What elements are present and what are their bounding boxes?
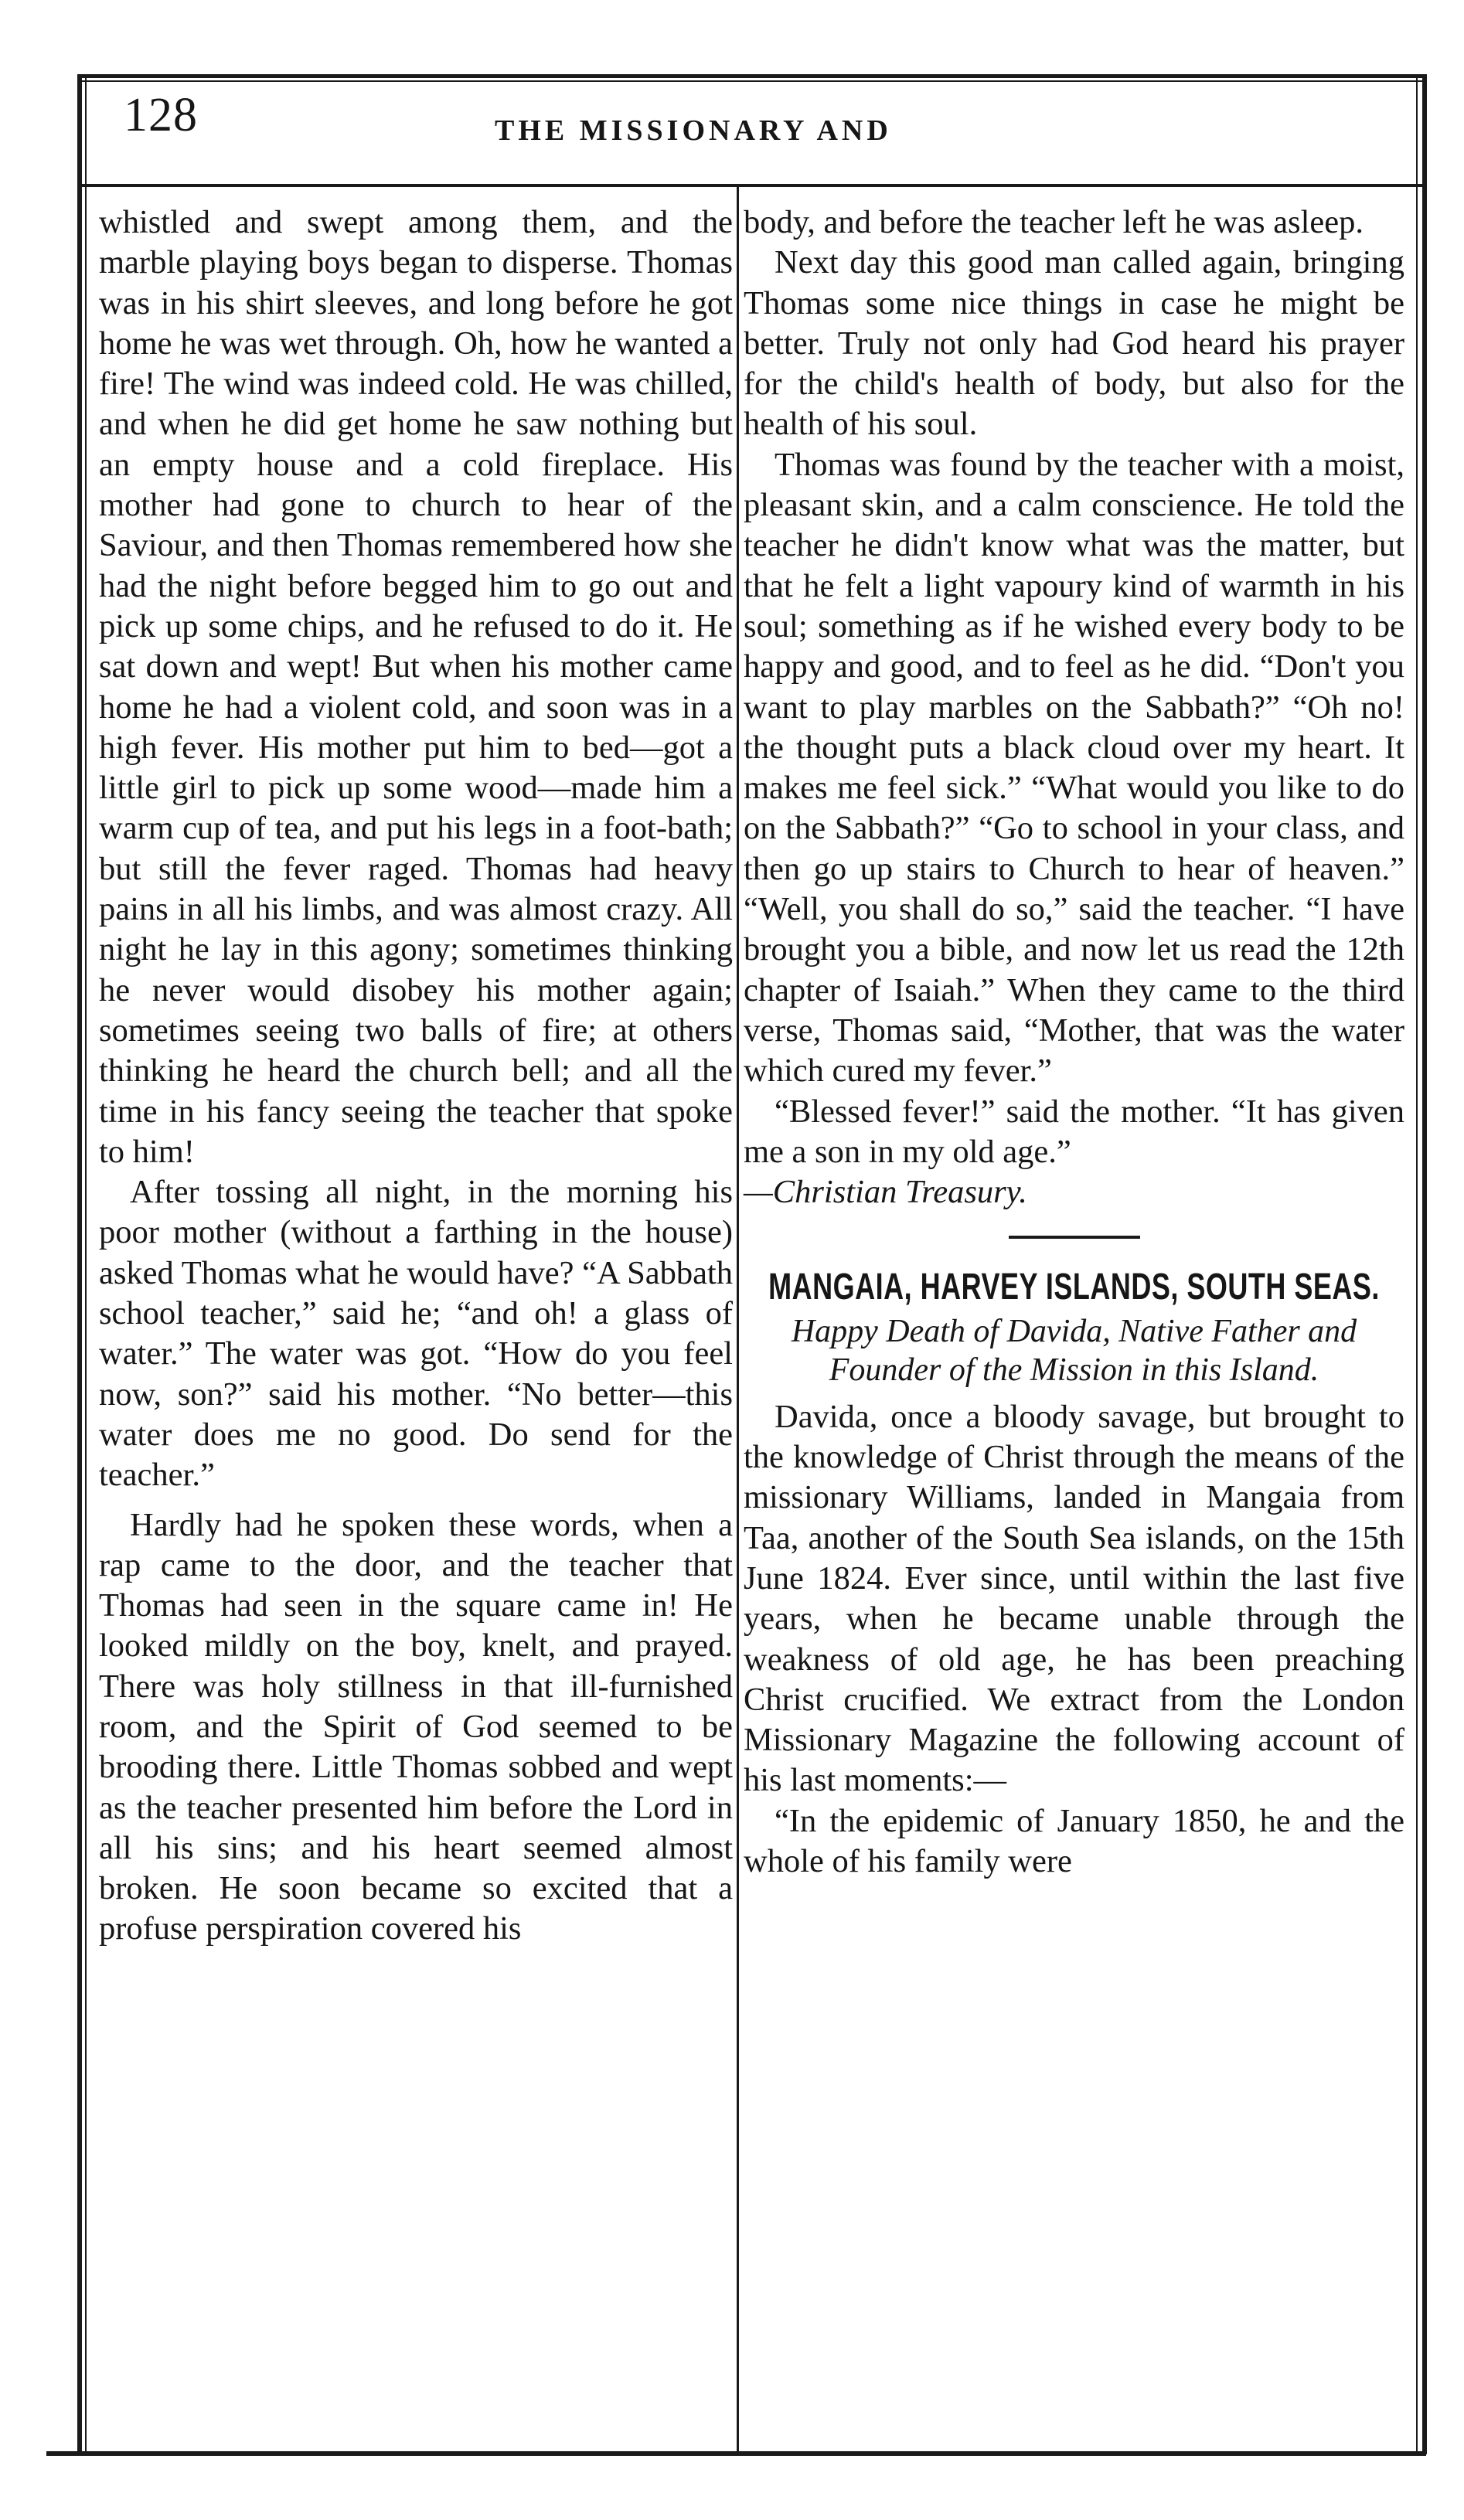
left-border-rule-inner (85, 74, 87, 2454)
left-paragraph-3: Hardly had he spoken these words, when a rap came to the door, and the teacher that Thomas had seen in the square came in! He looked mildly on the boy, knelt, and prayed. There was holy stillness in that ill-furnished room, and the Spirit of God seemed to be brooding there. Little Thomas sobbed and wept as the teacher presented him before the Lord in all his sins; and his heart seemed almost broken. He soon became so excited that a profuse perspiration covered his (99, 1506, 733, 1947)
left-column (99, 202, 733, 1950)
header-underline-rule (82, 184, 1422, 187)
right-paragraph-6: “In the epidemic of January 1850, he and the whole of his family were (744, 1802, 1404, 1879)
attribution-line (744, 1172, 1404, 1212)
right-paragraph-4: “Blessed fever!” said the mother. “It has given me a son in my old age.” (744, 1093, 1404, 1170)
section-divider-rule (1009, 1236, 1140, 1239)
section-subheading: Happy Death of Davida, Native Father and Founder of the Mission in this Island. (791, 1313, 1357, 1388)
left-paragraph-1: whistled and swept among them, and the marble playing boys began to disperse. Thomas was in his shirt sleeves, and long before he got home he was wet through. Oh, how he wanted a fire! The wind was indeed cold. He was chilled, and when he did get home he saw nothing but an empty house and a cold fireplace. His mother had gone to church to hear of the Saviour, and then Thomas remembered how she had the night before begged him to go out and pick up some chips, and he refused to do it. He sat down and wept! But when his mother came home he had a violent cold, and soon was in a high fever. His mother put him to bed—got a little girl to pick up some wood—made him a warm cup of tea, and put his legs in a foot-bath; but still the fever raged. Thomas had heavy pains in all his limbs, and was almost crazy. All night he lay in this agony; sometimes thinking he never would disobey his mother again; sometimes seeing two balls of fire; at others thinking he heard the church bell; and all the time in his fancy seeing the teacher that spoke to him! (99, 204, 733, 1170)
page-number: 128 (124, 89, 198, 141)
left-paragraph-2: After tossing all night, in the morning his poor mother (without a farthing in the house) asked Thomas what he would have? “A Sabbath school teacher,” said he; “and oh! a glass of water.” The water was got. “How do you feel now, son?” said his mother. “No better—this water does me no good. Do send for the teacher.” (99, 1174, 733, 1494)
top-border-rule-inner (77, 80, 1426, 82)
attribution: —Christian Treasury. (744, 1174, 1027, 1211)
column-divider-rule (737, 187, 739, 2451)
right-border-rule-inner (1416, 74, 1418, 2454)
bottom-border-rule (46, 2451, 1426, 2456)
left-border-rule (77, 74, 82, 2454)
right-paragraph-1: body, and before the teacher left he was asleep. (744, 204, 1364, 240)
right-paragraph-5: Davida, once a bloody savage, but brought to the knowledge of Christ through the means of the missionary Williams, landed in Mangaia from Taa, another of the South Sea islands, on the 15th June 1824. Ever since, until within the last five years, when he became unable through the weakness of old age, he has been preaching Christ crucified. We extract from the London Missionary Magazine the following account of his last moments:— (744, 1398, 1404, 1799)
section-heading: MANGAIA, HARVEY ISLANDS, SOUTH SEAS. (768, 1265, 1380, 1308)
top-border-rule (77, 74, 1426, 78)
right-column (744, 202, 1404, 1882)
running-title: THE MISSIONARY AND (495, 114, 892, 147)
right-border-rule (1422, 74, 1427, 2454)
right-paragraph-3: Thomas was found by the teacher with a moist, pleasant skin, and a calm conscience. He told the teacher he didn't know what was the matter, but that he felt a light vapoury kind of warmth in his soul; something as if he wished every body to be happy and good, and to feel as he did. “Don't you want to play marbles on the Sabbath?” “Oh no! the thought puts a black cloud over my heart. It makes me feel sick.” “What would you like to do on the Sabbath?” “Go to school in your class, and then go up stairs to Church to hear of heaven.” “Well, you shall do so,” said the teacher. “I have brought you a bible, and now let us read the 12th chapter of Isaiah.” When they came to the third verse, Thomas said, “Mother, that was the water which cured my fever.” (744, 446, 1404, 1090)
right-paragraph-2: Next day this good man called again, bringing Thomas some nice things in case he might be better. Truly not only had God heard his prayer for the child's health of body, but also for the health of his soul. (744, 244, 1404, 443)
